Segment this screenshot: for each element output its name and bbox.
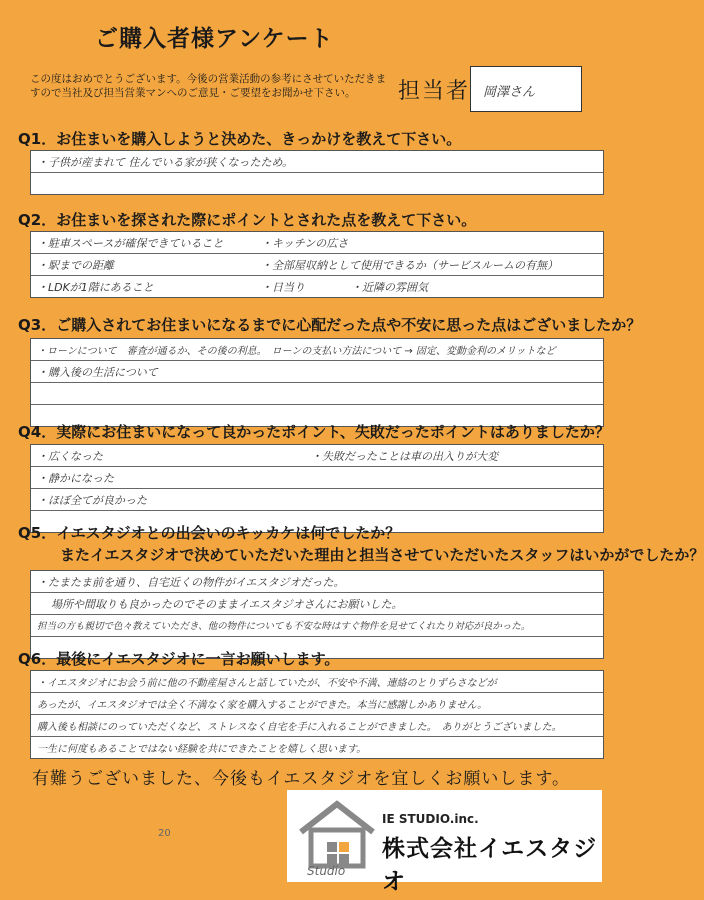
answer-line [31, 173, 603, 194]
answer-line [31, 339, 603, 361]
answer-text: ・広くなった [37, 450, 103, 463]
answer-line [31, 276, 603, 297]
answer-line [31, 615, 603, 637]
staff-label: 担当者 [398, 79, 471, 104]
answer-line [31, 383, 603, 405]
question-2-answer-box[interactable] [30, 231, 604, 298]
answer-line [31, 593, 603, 615]
page-title: ご購入者様アンケート [95, 26, 334, 52]
logo-script: Studio [307, 864, 346, 878]
answer-line [31, 693, 603, 715]
answer-text: ・購入後の生活について [37, 366, 158, 379]
closing-message: 有難うございました、今後もイエスタジオを宜しくお願いします。 [32, 769, 570, 789]
answer-text: ・近隣の雰囲気 [351, 281, 428, 294]
stamp-mark: 20 [158, 828, 171, 839]
answer-text: ・駐車スペースが確保できていること [37, 237, 224, 250]
answer-line [31, 737, 603, 758]
answer-line [31, 467, 603, 489]
question-2-label: Q2．お住まいを探された際にポイントとされた点を教えて下さい。 [18, 211, 477, 229]
intro-text: この度はおめでとうございます。今後の営業活動の参考にさせていただきますので当社及び担当営業マンへのご意見・ご要望をお聞かせ下さい。 [30, 73, 387, 99]
answer-line [31, 254, 603, 276]
company-sub-name: IE STUDIO.inc. [382, 812, 479, 826]
question-5-label: Q5．イエスタジオとの出会いのキッカケは何でしたか？ [18, 524, 401, 542]
answer-text: ・静かになった [37, 472, 114, 485]
answer-text: 場所や間取りも良かったのでそのままイエスタジオさんにお願いした。 [51, 598, 403, 611]
answer-text: あったが、イエスタジオでは全く不満なく家を購入することができた。本当に感謝しかありません。 [37, 700, 488, 711]
question-6-answer-box[interactable] [30, 670, 604, 759]
question-5-label-2: またイエスタジオで決めていただいた理由と担当させていただいたスタッフはいかがでしたか？ [60, 546, 704, 564]
staff-name-value: 岡澤さん [483, 85, 536, 100]
company-name: 株式会社イエスタジオ [382, 836, 598, 895]
answer-text: ・ほぼ全てが良かった [37, 494, 147, 507]
answer-line [31, 715, 603, 737]
question-6-label: Q6．最後にイエスタジオに一言お願いします。 [18, 650, 340, 668]
answer-text: ・全部屋収納として使用できるか（サービスルームの有無） [261, 259, 558, 272]
question-4-answer-box[interactable] [30, 444, 604, 533]
answer-line [31, 671, 603, 693]
answer-text: 一生に何度もあることではない経験を共にできたことを嬉しく思います。 [37, 744, 367, 755]
question-5-answer-box[interactable] [30, 570, 604, 659]
answer-line [31, 445, 603, 467]
answer-line [31, 571, 603, 593]
answer-text: ・駅までの距離 [37, 259, 114, 272]
company-logo [287, 790, 602, 895]
question-1-label: Q1．お住まいを購入しようと決めた、きっかけを教えて下さい。 [18, 130, 462, 148]
answer-text: ・日当り [261, 281, 305, 294]
question-1-answer-box[interactable] [30, 150, 604, 195]
answer-text: 購入後も相談にのっていただくなど、ストレスなく自宅を手に入れることができました。 ありがとうございました。 [37, 722, 562, 733]
answer-text: ・キッチンの広さ [261, 237, 349, 250]
house-logo-icon [297, 798, 377, 870]
answer-text: ・イエスタジオにお会う前に他の不動産屋さんと話していたが、不安や不満、連絡のとりずらさなどが [37, 678, 497, 689]
question-4-label: Q4．実際にお住まいになって良かったポイント、失敗だったポイントはありましたか？ [18, 423, 610, 441]
answer-text: ・子供が産まれて 住んでいる家が狭くなったため。 [37, 156, 294, 169]
question-3-label: Q3．ご購入されてお住まいになるまでに心配だった点や不安に思った点はございましたか？ [18, 316, 642, 334]
answer-text: ・ローンについて 審査が通るか、その後の利息。 ローンの支払い方法について → 固定、変動金利のメリットなど [37, 346, 556, 357]
staff-name-field[interactable] [470, 66, 582, 112]
answer-text: 担当の方も親切で色々教えていただき、他の物件についても不安な時はすぐ物件を見せてくれたり対応が良かった。 [37, 621, 531, 632]
answer-text: ・たまたま前を通り、自宅近くの物件がイエスタジオだった。 [37, 576, 345, 589]
answer-text: ・失敗だったことは車の出入りが大変 [311, 450, 498, 463]
question-3-answer-box[interactable] [30, 338, 604, 427]
answer-line [31, 361, 603, 383]
answer-text: ・LDKが1階にあること [37, 281, 154, 294]
answer-line [31, 489, 603, 511]
answer-line [31, 151, 603, 173]
answer-line [31, 232, 603, 254]
